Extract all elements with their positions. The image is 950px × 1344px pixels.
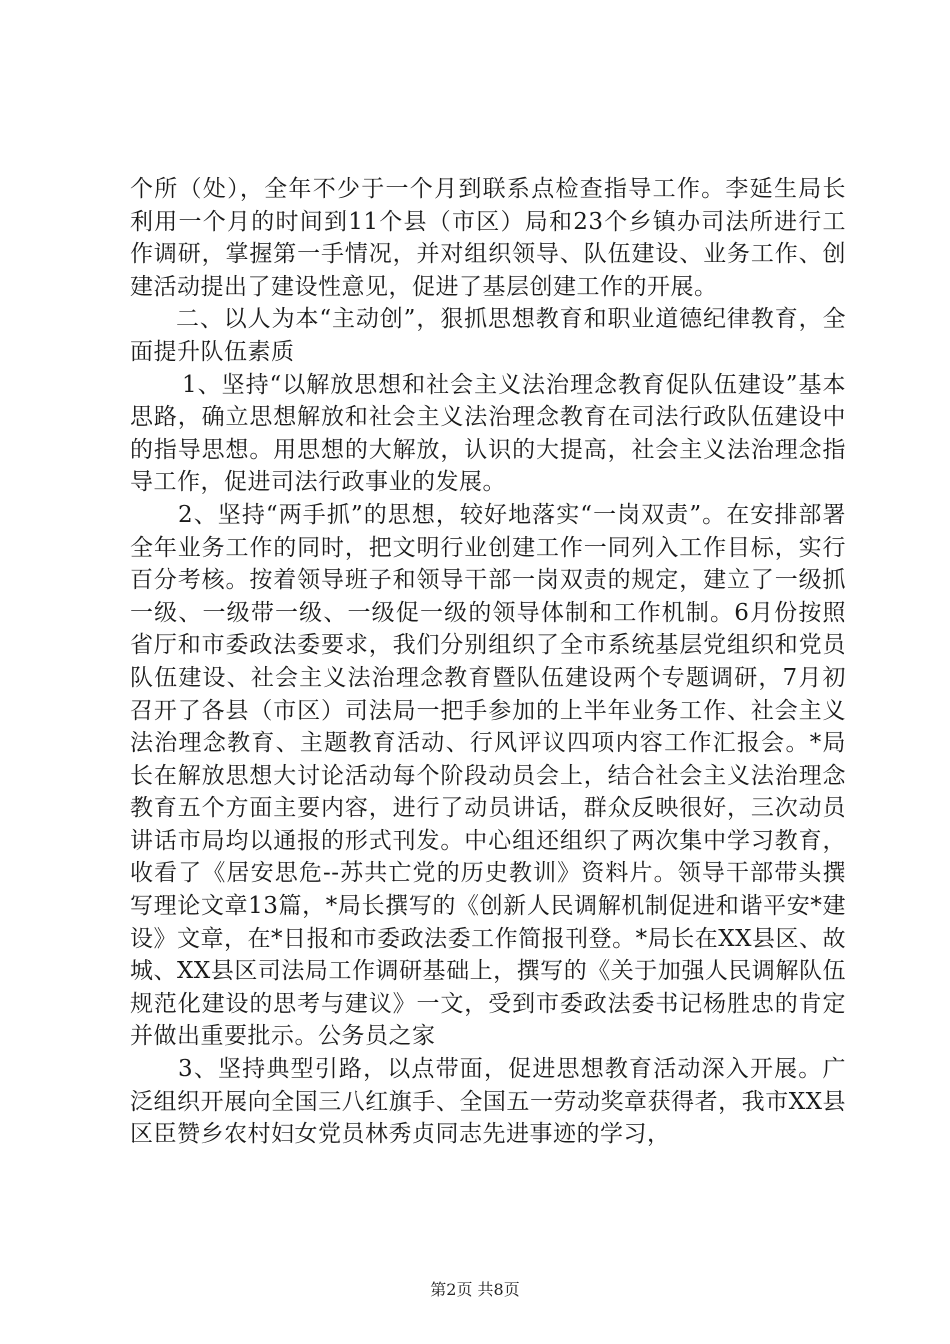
page-number-footer: 第2页 共8页	[430, 1280, 520, 1299]
paragraph-continuation: 个所（处），全年不少于一个月到联系点检查指导工作。李延生局长利用一个月的时间到11个县（市区）局和23个乡镇办司法所进行工作调研，掌握第一手情况，并对组织领导、队伍建设、业务工作、创建活动提出了建设性意见，促进了基层创建工作的开展。	[130, 176, 846, 300]
document-body	[130, 173, 846, 1151]
paragraph-item-2: 2、坚持“两手抓”的思想，较好地落实“一岗双责”。在安排部署全年业务工作的同时，把文明行业创建工作一同列入工作目标，实行百分考核。按着领导班子和领导干部一岗双责的规定，建立了一级抓一级、一级带一级、一级促一级的领导体制和工作机制。6月份按照省厅和市委政法委要求，我们分别组织了全市系统基层党组织和党员队伍建设、社会主义法治理念教育暨队伍建设两个专题调研，7月初召开了各县（市区）司法局一把手参加的上半年业务工作、社会主义法治理念教育、主题教育活动、行风评议四项内容工作汇报会。*局长在解放思想大讨论活动每个阶段动员会上，结合社会主义法治理念教育五个方面主要内容，进行了动员讲话，群众反映很好，三次动员讲话市局均以通报的形式刊发。中心组还组织了两次集中学习教育，收看了《居安思危--苏共亡党的历史教训》资料片。领导干部带头撰写理论文章13篇，*局长撰写的《创新人民调解机制促进和谐平安*建设》文章，在*日报和市委政法委工作简报刊登。*局长在XX县区、故城、XX县区司法局工作调研基础上，撰写的《关于加强人民调解队伍规范化建设的思考与建议》一文，受到市委政法委书记杨胜忠的肯定并做出重要批示。公务员之家	[130, 501, 846, 1050]
paragraph-item-3: 3、坚持典型引路，以点带面，促进思想教育活动深入开展。广泛组织开展向全国三八红旗手、全国五一劳动奖章获得者，我市XX县区臣赞乡农村妇女党员林秀贞同志先进事迹的学习，	[130, 1056, 846, 1148]
paragraph-item-1: 1、坚持“以解放思想和社会主义法治理念教育促队伍建设”基本思路，确立思想解放和社会主义法治理念教育在司法行政队伍建设中的指导思想。用思想的大解放，认识的大提高，社会主义法治理念指导工作，促进司法行政事业的发展。	[130, 371, 846, 496]
section-heading: 二、以人为本“主动创”，狠抓思想教育和职业道德纪律教育，全面提升队伍素质	[130, 306, 846, 365]
